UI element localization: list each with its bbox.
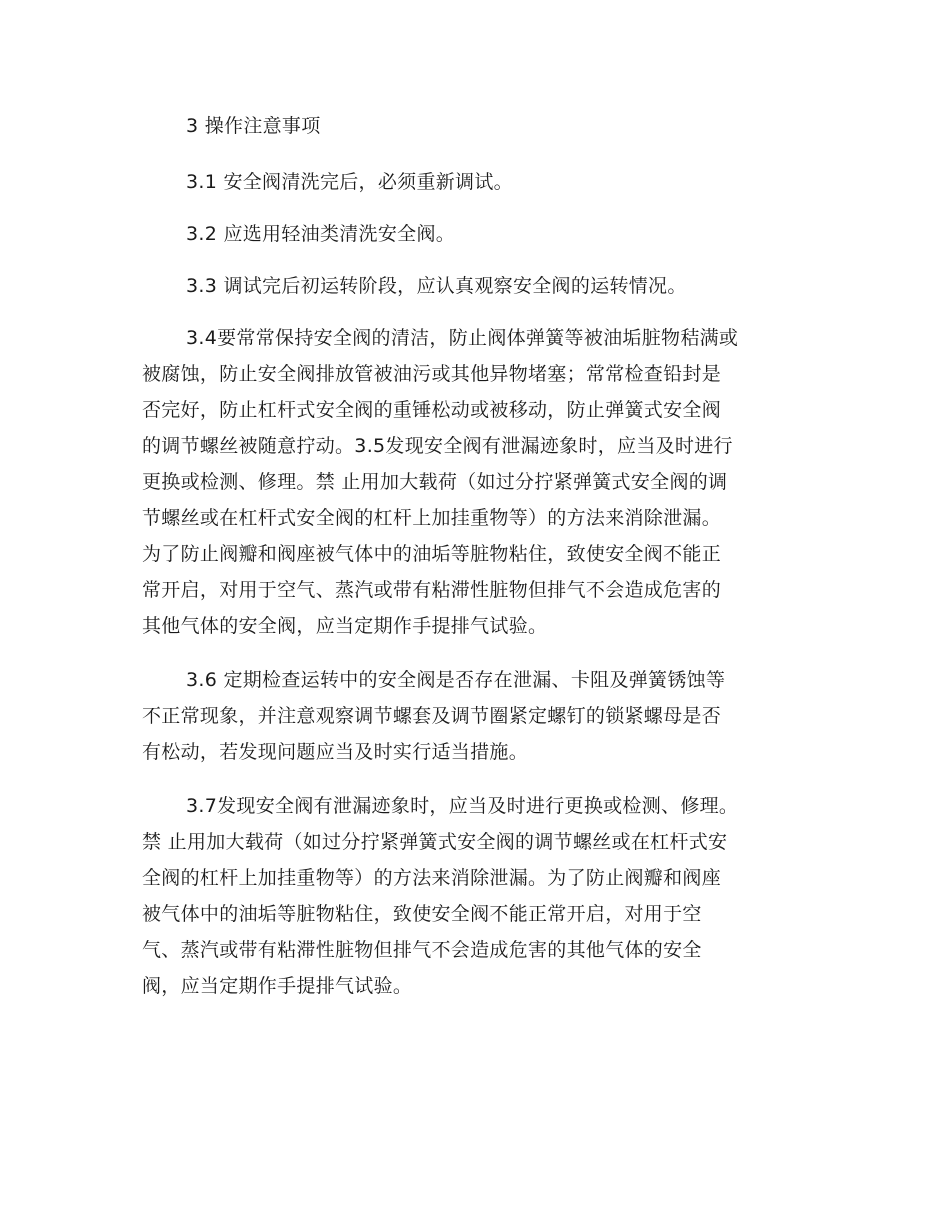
- item-3-7-line-6: 阀，应当定期作手提排气试验。: [142, 975, 413, 997]
- section-heading: 3 操作注意事项: [186, 115, 321, 137]
- item-3-6-line-1: 3.6 定期检查运转中的安全阀是否存在泄漏、卡阻及弹簧锈蚀等: [186, 669, 726, 691]
- item-3-4-line-3: 否完好，防止杠杆式安全阀的重锤松动或被移动，防止弹簧式安全阀: [142, 399, 722, 421]
- item-3-7-line-2: 禁 止用加大载荷（如过分拧紧弹簧式安全阀的调节螺丝或在杠杆式安: [142, 831, 728, 853]
- item-3-6-line-2: 不正常现象，并注意观察调节螺套及调节圈紧定螺钉的锁紧螺母是否: [142, 705, 722, 727]
- item-3-7-line-3: 全阀的杠杆上加挂重物等）的方法来消除泄漏。为了防止阀瓣和阀座: [142, 867, 722, 889]
- item-3-3: 3.3 调试完后初运转阶段，应认真观察安全阀的运转情况。: [186, 275, 687, 297]
- item-3-4-line-8: 常开启，对用于空气、蒸汽或带有粘滞性脏物但排气不会造成危害的: [142, 579, 722, 601]
- item-3-4-line-1: 3.4要常常保持安全阀的清洁，防止阀体弹簧等被油垢脏物秸满或: [186, 327, 739, 349]
- item-3-7-line-5: 气、蒸汽或带有粘滞性脏物但排气不会造成危害的其他气体的安全: [142, 939, 702, 961]
- item-3-7-line-4: 被气体中的油垢等脏物粘住，致使安全阀不能正常开启，对用于空: [142, 903, 702, 925]
- item-3-4-line-5: 更换或检测、修理。禁 止用加大载荷（如过分拧紧弹簧式安全阀的调: [142, 471, 728, 493]
- item-3-7-line-1: 3.7发现安全阀有泄漏迹象时，应当及时进行更换或检测、修理。: [186, 795, 739, 817]
- item-3-4-line-6: 节螺丝或在杠杆式安全阀的杠杆上加挂重物等）的方法来消除泄漏。: [142, 507, 722, 529]
- item-3-4-line-9: 其他气体的安全阀，应当定期作手提排气试验。: [142, 615, 548, 637]
- item-3-4-line-7: 为了防止阀瓣和阀座被气体中的油垢等脏物粘住，致使安全阀不能正: [142, 543, 722, 565]
- item-3-6-line-3: 有松动，若发现问题应当及时实行适当措施。: [142, 741, 529, 763]
- item-3-1: 3.1 安全阀清洗完后，必须重新调试。: [186, 171, 513, 193]
- item-3-4-line-2: 被腐蚀，防止安全阀排放管被油污或其他异物堵塞；常常检查铅封是: [142, 363, 722, 385]
- item-3-2: 3.2 应选用轻油类清洗安全阀。: [186, 223, 456, 245]
- item-3-4-line-4: 的调节螺丝被随意拧动。3.5发现安全阀有泄漏迹象时，应当及时进行: [142, 435, 733, 457]
